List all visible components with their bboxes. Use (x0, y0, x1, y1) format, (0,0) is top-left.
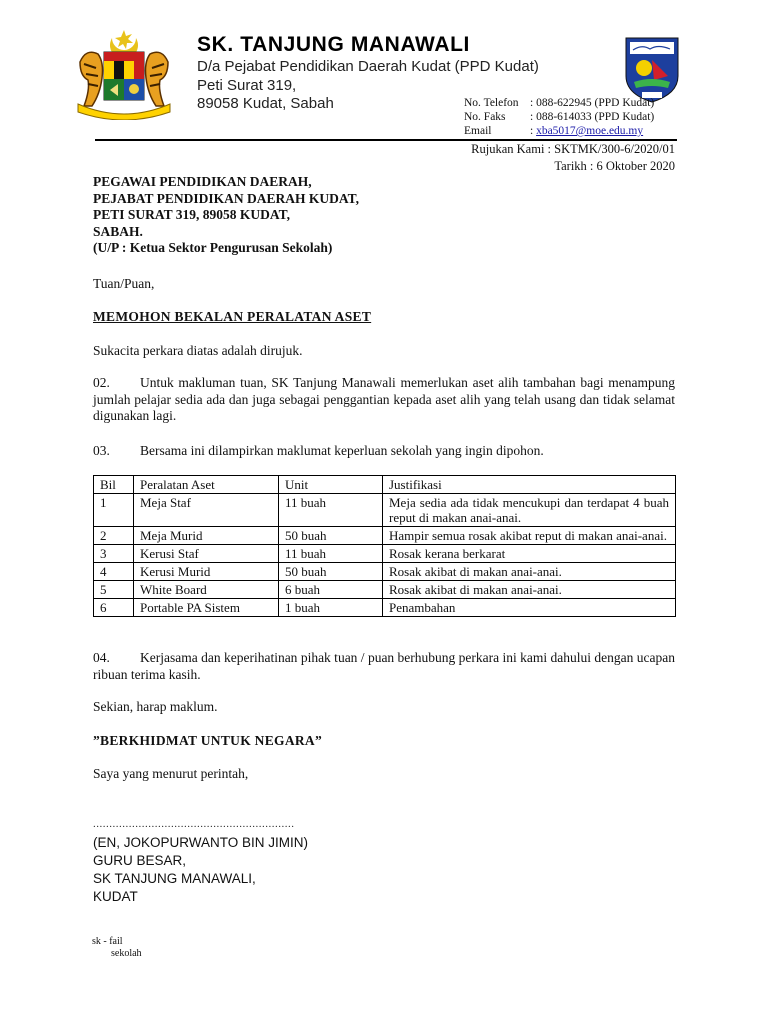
asset-table (93, 475, 676, 617)
para-03 (93, 443, 675, 460)
table-cell: 5 (94, 581, 134, 599)
footnote-line-2: sekolah (111, 948, 142, 959)
contact-email-sep: : (530, 125, 537, 137)
table-cell: 1 buah (279, 599, 383, 617)
table-cell: White Board (134, 581, 279, 599)
table-cell: 11 buah (279, 494, 383, 527)
table-cell: Portable PA Sistem (134, 599, 279, 617)
para-04-number: 04. (93, 650, 110, 665)
table-cell: 2 (94, 527, 134, 545)
salutation: Tuan/Puan, (93, 276, 155, 291)
table-row (94, 581, 676, 599)
table-cell: Kerusi Staf (134, 545, 279, 563)
table-cell: Rosak akibat di makan anai-anai. (383, 563, 676, 581)
recipient-line: (U/P : Ketua Sektor Pengurusan Sekolah) (93, 240, 333, 255)
subject-title: MEMOHON BEKALAN PERALATAN ASET (93, 309, 372, 324)
table-cell: 3 (94, 545, 134, 563)
para-02-number: 02. (93, 375, 110, 390)
table-cell: 4 (94, 563, 134, 581)
signatory-title: GURU BESAR, (93, 853, 187, 868)
signature-line: .............................................................. (93, 818, 295, 830)
coat-of-arms-logo (76, 28, 172, 120)
para-02-text: Untuk makluman tuan, SK Tanjung Manawali memerlukan aset alih tambahan bagi menampung jumlah pelajar sedia ada dan juga sebagai penggantian kepada aset alih yang telah usang dan tidak selamat digunakan lagi. (93, 375, 675, 423)
table-cell: Meja Murid (134, 527, 279, 545)
table-header-row (94, 476, 676, 494)
email-link[interactable]: xba5017@moe.edu.my (536, 125, 644, 137)
recipient-line: PETI SURAT 319, 89058 KUDAT, (93, 207, 291, 222)
school-name: SK. TANJUNG MANAWALI (197, 33, 470, 56)
table-cell: 6 (94, 599, 134, 617)
closing-line: Sekian, harap maklum. (93, 699, 218, 714)
table-cell: 6 buah (279, 581, 383, 599)
address-line-1: D/a Pejabat Pendidikan Daerah Kudat (PPD Kudat) (197, 58, 539, 75)
table-cell: 50 buah (279, 563, 383, 581)
letterhead-divider (95, 139, 677, 141)
contact-fax (464, 111, 654, 123)
para-04 (93, 650, 675, 683)
table-cell: 1 (94, 494, 134, 527)
motto: ”BERKHIDMAT UNTUK NEGARA” (93, 733, 323, 748)
contact-phone-value: : 088-622945 (PPD Kudat) (530, 97, 655, 109)
table-cell: Meja Staf (134, 494, 279, 527)
table-cell: Penambahan (383, 599, 676, 617)
table-cell: Rosak akibat di makan anai-anai. (383, 581, 676, 599)
address-line-2: Peti Surat 319, (197, 77, 297, 94)
table-row (94, 599, 676, 617)
signatory-block (93, 834, 675, 906)
table-row (94, 494, 676, 527)
table-cell: Meja sedia ada tidak mencukupi dan terdapat 4 buah reput di makan anai-anai. (383, 494, 676, 527)
table-header-cell: Bil (94, 476, 134, 494)
table-row (94, 527, 676, 545)
table-header-cell: Justifikasi (383, 476, 676, 494)
para-04-text: Kerjasama dan keperihatinan pihak tuan / puan berhubung perkara ini kami dahului dengan ucapan ribuan terima kasih. (93, 650, 675, 682)
contact-phone-label: No. Telefon (464, 97, 519, 109)
table-cell: Hampir semua rosak akibat reput di makan anai-anai. (383, 527, 676, 545)
para-03-text: Bersama ini dilampirkan maklumat keperluan sekolah yang ingin dipohon. (140, 443, 544, 458)
contact-fax-label: No. Faks (464, 111, 506, 123)
table-cell: 11 buah (279, 545, 383, 563)
contact-phone (464, 97, 654, 109)
sign-off: Saya yang menurut perintah, (93, 766, 249, 781)
para-03-number: 03. (93, 443, 110, 458)
letter-date: Tarikh : 6 Oktober 2020 (554, 159, 675, 173)
table-header-cell: Peralatan Aset (134, 476, 279, 494)
table-row (94, 545, 676, 563)
reference-number: Rujukan Kami : SKTMK/300-6/2020/01 (471, 142, 675, 156)
table-cell: Rosak kerana berkarat (383, 545, 676, 563)
contact-email (464, 125, 643, 137)
address-line-3: 89058 Kudat, Sabah (197, 95, 334, 112)
table-header-cell: Unit (279, 476, 383, 494)
contact-email-label: Email (464, 125, 492, 137)
footnote-line-1: sk - fail (92, 936, 123, 947)
table-cell: 50 buah (279, 527, 383, 545)
school-badge-logo (624, 36, 680, 104)
contact-fax-value: : 088-614033 (PPD Kudat) (530, 111, 655, 123)
signatory-school: SK TANJUNG MANAWALI, (93, 871, 256, 886)
recipient-block (93, 174, 675, 257)
signatory-location: KUDAT (93, 889, 138, 904)
signatory-name: (EN, JOKOPURWANTO BIN JIMIN) (93, 835, 309, 850)
para-intro: Sukacita perkara diatas adalah dirujuk. (93, 343, 303, 358)
recipient-line: PEJABAT PENDIDIKAN DAERAH KUDAT, (93, 190, 360, 206)
table-cell: Kerusi Murid (134, 563, 279, 581)
para-02 (93, 375, 675, 425)
recipient-line: SABAH. (93, 223, 143, 239)
recipient-line: PEGAWAI PENDIDIKAN DAERAH, (93, 174, 312, 189)
table-row (94, 563, 676, 581)
